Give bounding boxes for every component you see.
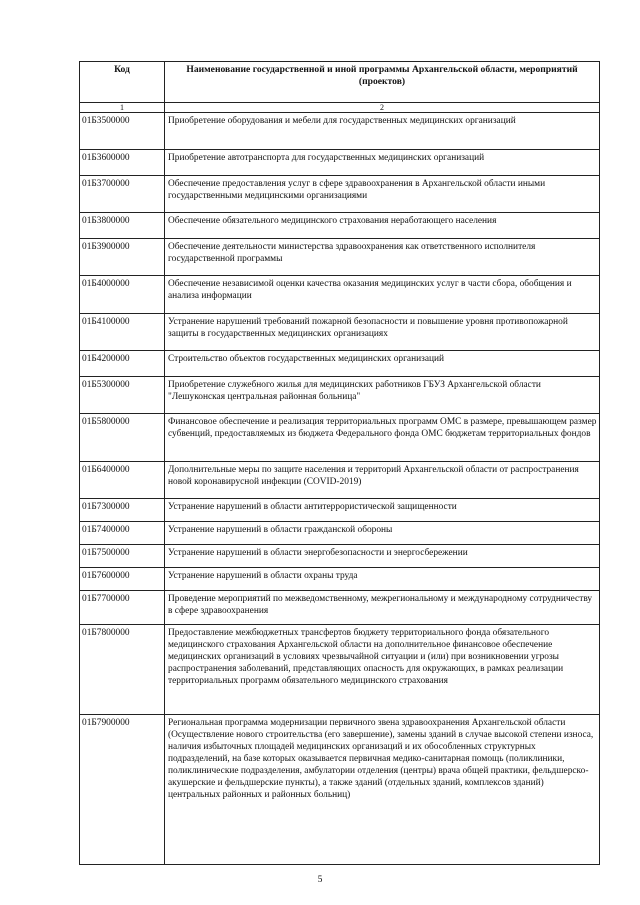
programs-table [79,61,600,865]
row-name: Приобретение оборудования и мебели для государственных медицинских организаций [165,113,600,150]
row-code: 01Б3600000 [80,150,165,176]
column-number-row [80,103,600,113]
row-name: Обеспечение независимой оценки качества оказания медицинских услуг в части сбора, обобщения и анализа информации [165,276,600,314]
row-code: 01Б7700000 [80,591,165,625]
row-code: 01Б7900000 [80,715,165,865]
table-row [80,715,600,865]
row-name: Обеспечение предоставления услуг в сфере здравоохранения в Архангельской области иными государственными медицинскими организациями [165,176,600,213]
table-header-row [80,62,600,103]
page-number: 5 [317,874,323,885]
table-row [80,414,600,462]
row-code: 01Б7400000 [80,522,165,545]
table-row [80,591,600,625]
row-code: 01Б7800000 [80,625,165,715]
row-name: Устранение нарушений в области гражданской обороны [165,522,600,545]
row-name: Региональная программа модернизации первичного звена здравоохранения Архангельской области (Осуществление нового строительства (его завершение), замены зданий в случае высокой степени износа, наличия избыточных площадей медицинских организаций и их обособленных структурных подразделений, на базе которых оказывается первичная медико-санитарная помощь (поликлиники, поликлинические подразделения, амбулатории отделения (центры) врача общей практики, фельдшерско-акушерские и фельдшерские пункты), а также зданий (отдельных зданий, комплексов зданий) центральных районных и районных больниц) [165,715,600,865]
row-name: Обеспечение деятельности министерства здравоохранения как ответственного исполнителя государственной программы [165,239,600,276]
row-name: Устранение нарушений в области охраны труда [165,568,600,591]
row-code: 01Б3800000 [80,213,165,239]
table-row [80,625,600,715]
row-code: 01Б7300000 [80,499,165,522]
row-code: 01Б5300000 [80,377,165,414]
row-name: Проведение мероприятий по межведомственному, межрегиональному и международному сотрудничеству в сфере здравоохранения [165,591,600,625]
row-name: Финансовое обеспечение и реализация территориальных программ ОМС в размере, превышающем размер субвенций, предоставляемых из бюджета Федерального фонда ОМС бюджетам территориальных фондов [165,414,600,462]
row-code: 01Б6400000 [80,462,165,499]
row-code: 01Б4100000 [80,314,165,351]
row-name: Строительство объектов государственных медицинских организаций [165,351,600,377]
table-row [80,545,600,568]
row-code: 01Б4000000 [80,276,165,314]
column-number-1: 1 [80,103,165,113]
table-row [80,276,600,314]
column-number-2: 2 [165,103,600,113]
row-code: 01Б4200000 [80,351,165,377]
row-code: 01Б3500000 [80,113,165,150]
table-row [80,522,600,545]
table-row [80,568,600,591]
row-name: Обеспечение обязательного медицинского страхования неработающего населения [165,213,600,239]
table-row [80,176,600,213]
row-name: Предоставление межбюджетных трансфертов бюджету территориального фонда обязательного медицинского страхования Архангельской области на дополнительное финансовое обеспечение медицинских организаций в условиях чрезвычайной ситуации и (или) при возникновении угрозы распространения заболеваний, представляющих опасность для окружающих, в рамках реализации территориальных программ обязательного медицинского страхования [165,625,600,715]
header-name: Наименование государственной и иной программы Архангельской области, мероприятий (проектов) [165,62,600,103]
row-code: 01Б3900000 [80,239,165,276]
table-row [80,239,600,276]
table-row [80,351,600,377]
row-name: Устранение нарушений в области энергобезопасности и энергосбережении [165,545,600,568]
row-code: 01Б7600000 [80,568,165,591]
row-code: 01Б7500000 [80,545,165,568]
header-code: Код [80,62,165,103]
row-name: Устранение нарушений требований пожарной безопасности и повышение уровня противопожарной защиты в государственных медицинских организациях [165,314,600,351]
table-row [80,462,600,499]
row-name: Устранение нарушений в области антитеррористической защищенности [165,499,600,522]
table-row [80,499,600,522]
row-code: 01Б5800000 [80,414,165,462]
table-row [80,314,600,351]
row-name: Приобретение служебного жилья для медицинских работников ГБУЗ Архангельской области "Лешуконская центральная районная больница" [165,377,600,414]
table-row [80,377,600,414]
row-name: Дополнительные меры по защите населения и территорий Архангельской области от распространения новой коронавирусной инфекции (COVID-2019) [165,462,600,499]
table-row [80,150,600,176]
table-row [80,213,600,239]
row-code: 01Б3700000 [80,176,165,213]
table-row [80,113,600,150]
row-name: Приобретение автотранспорта для государственных медицинских организаций [165,150,600,176]
